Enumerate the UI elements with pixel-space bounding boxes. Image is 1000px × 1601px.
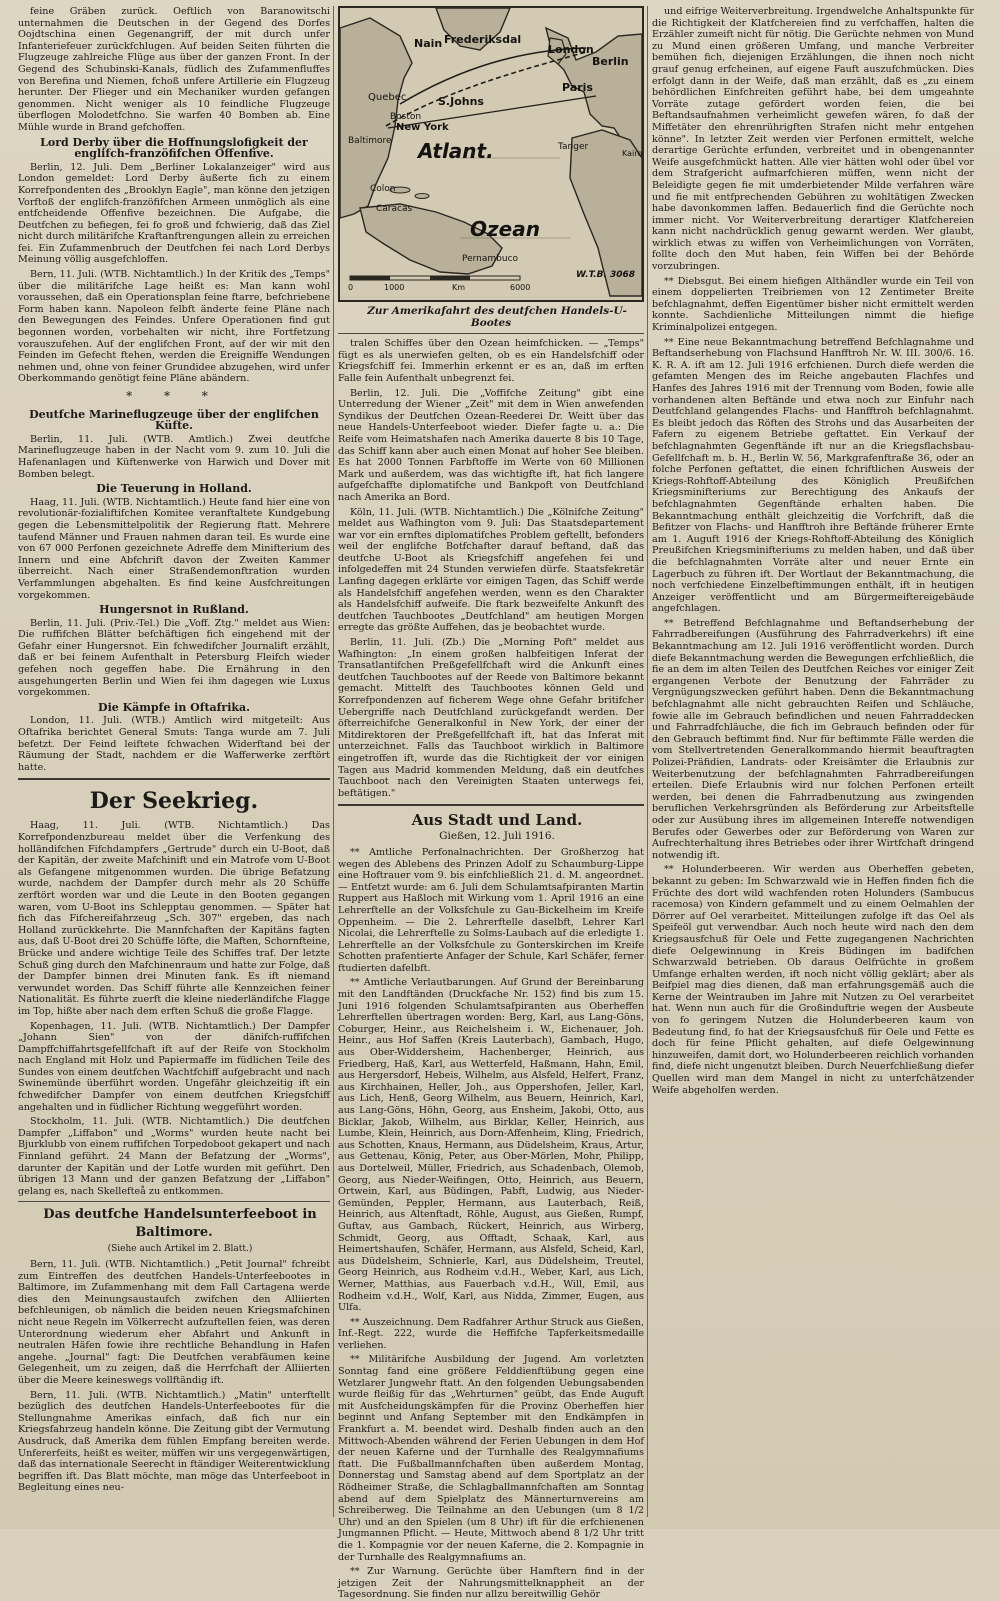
headline-marine: Deutfche Marineflugzeuge über der englifchen Küfte. [29,407,319,433]
scale-label: 6000 [510,283,531,292]
map-label: Baltimore [348,136,392,146]
subheadline: (Siehe auch Artikel im 2. Blatt.) [107,1244,253,1255]
article-paragraph: ** Betreffend Befchlagnahme und Beftandserhebung der Fahrradbereifungen (Ausführung des Fahrradverkehrs) ift eine Bekanntmachung am 12. Juli 1916 veröffentlicht worden. Durch diefe Bekanntmachung werden die Bewegungen erfchließlich, die fie an dem im alten Teilen des Deutfchen Reiches vor einiger Zeit ergangenen Verbote der Benutzung der Fahrräder zu Vergnügungszwecken geführt haben. Denn die Bekanntmachung befchlagnahmt alle nicht gebrauchten Reifen und Schläuche, fowie alle im Gebrauch befindlichen und neuen Fahrraddecken und Fahrradfchläuche, die fich im Gebrauch befinden oder für den Gebrauch beftimmt find. Nur für beftimmte Fälle werden die vom Stellvertretenden Generalkommando hiermit beauftragten Polizei-Präfidien, Landrats- oder Kreisämter die Erlaubnis zur Weiterbenutzung der befchlagnahmten Fahrradbereifungen erteilen. Diefe Erlaubnis wird nur folchen Perfonen erteilt werden, bei denen die Fahrradbenutzung aus zwingenden beruflichen Verkehrsgründen als Beförderung zur Arbeitsftelle oder zur Ausübung ihres im allgemeinen Intereffe notwendigen Berufes oder Gewerbes oder zur Beförderung von Waren zur Aufrechterhaltung ihres Betriebes oder ihrer Wirtfchaft dringend notwendig ift. [652,617,974,861]
map-label: Caracas [376,204,413,214]
article-paragraph: tralen Schiffes über den Ozean heimfchicken. — „Temps" fügt es als unerwiefen gelten, ob es ein Handelsfchiff oder Kriegsfchiff fei. Immerhin erkennt er es an, daß im erften Falle fein Aufenthalt unbegrenzt fei. [338,338,644,384]
atlantic-map [338,6,644,302]
article-paragraph: Haag, 11. Juli. (WTB. Nichtamtlich.) Heute fand hier eine von revolutionär-fozialiftifchen Komitee veranftaltete Kundgebung gegen die Lebensmittelpolitik der Regierung ftatt. Mehrere taufend Männer und Frauen nahmen daran teil. Es wurde eine von 67 000 Perfonen gezeichnete Adreffe dem Minifterium des Innern und eine Abfchrift davon der Zweiten Kammer überreicht. Nach einer Straßendemonftration wurden Verfammlungen abgehalten. Es find keine Ausfchreitungen vorgekommen. [18,496,330,601]
article-paragraph: Bern, 11. Juli. (WTB. Nichtamtlich.) „Petit Journal" fchreibt zum Eintreffen des deutfchen Handels-Unterfeebootes in Baltimore, im Zufammenhang mit dem Fall Cartagena werde dies den Meinungsaustaufch zwifchen den Alliierten befchleunigen, ob nämlich die beiden neuen Kriegsmafchinen nicht neue Regeln im Völkerrecht aufzuftellen feien, was deren Unterordnung wiederum eher Abfahrt und Ankunft in neutralen Häfen fowie ihre rechtliche Behandlung in Hafen angehe. „Journal" fagt: Die Deutfchen verabfäumen keine Gelegenheit, um zu zeigen, daß die Herrfchaft der Alliierten über die Meere keineswegs vollftändig ift. [18,1259,330,1386]
article-paragraph: Köln, 11. Juli. (WTB. Nichtamtlich.) Die „Kölnifche Zeitung" meldet aus Wafhington vom 9. Juli: Das Staatsdepartement war vor ein ernftes diplomatifches Problem geftellt, befonders weil der englifche Botfchafter darauf beftand, daß das deutfche U-Boot als Kriegsfchiff angefehen fei und infolgedeffen mit 24 Stunden verwiefen dürfe. Staatsfekretär Lanfing dagegen erklärte vor einigen Tagen, das Schiff werde als Handelsfchiff angefehen werden, wenn es den Charakter als Handelsfchiff aufweife. Die ftark bezweifelte Ankunft des deutfchen Tauchbootes „Deutfchland" am heutigen Morgen erregte das größte Auffehen, das je beobachtet wurde. [338,506,644,634]
article-paragraph: ** Zur Warnung. Gerüchte über Hamftern find in der jetzigen Zeit der Nahrungsmittelknappheit an der Tagesordnung. Sie finden nur allzu bereitwillig Gehör [338,1566,644,1601]
article-paragraph: Bern, 11. Juli. (WTB. Nichtamtlich.) „Matin" unterftellt bezüglich des deutfchen Handels-Unterfeebootes für die Stellungnahme Amerikas einfach, daß fich nur ein Kriegsfahrzeug handeln könne. Die Zeitung gibt der Vermutung Ausdruck, daß Amerika dem fühlen Empfang bereiten werde. Unfererfeits, heißt es weiter, müffen wir uns vergegenwärtigen, daß das internationale Seerecht in ftändiger Weiterentwicklung begriffen ift. Das Blatt möchte, man möge das Unterfeeboot in Begleitung eines neu- [18,1389,330,1494]
divider [338,333,644,334]
article-paragraph: Berlin, 12. Juli. Dem „Berliner Lokalanzeiger" wird aus London gemeldet: Lord Derby äußerte fich zu einem Korrefpondenten des „Brooklyn Eagle", man könne den jetzigen Vorftoß der englifch-franzöfifchen Armeen unmöglich als eine entfcheidende Offenfive bezeichnen. Die Aufgabe, die Deutfchen zu befiegen, fei fo groß und fchwierig, daß das Ziel nicht durch militärifche Kraftanftrengungen allein zu erreichen fei. Ein Zufammenbruch der Deutfchen fei nach Lord Derbys Meinung völlig ausgefchloffen. [18,161,330,266]
map-caption: Zur Amerikafahrt des deutfchen Handels-U-Bootes [367,305,627,329]
dateline: Gießen, 12. Juli 1916. [439,830,555,843]
map-label-ocean: Atlant. [418,139,494,163]
column-middle [338,6,644,1601]
scale-label: 1000 [384,283,405,292]
article-paragraph: London, 11. Juli. (WTB.) Amtlich wird mitgeteilt: Aus Oftafrika berichtet General Smuts: Tanga wurde am 7. Juli befetzt. Der Feind leiftete fchwachen Widerftand bei der Räumung der Stadt, nachdem er die Wafferwerke zerftört hatte. [18,715,330,773]
article-paragraph: Berlin, 11. Juli. (WTB. Amtlich.) Zwei deutfche Marineflugzeuge haben in der Nacht vom 9. zum 10. Juli die Hafenanlagen und Küftenwerke von Harwich und Dover mit Bomben belegt. [18,433,330,480]
divider [18,1201,330,1202]
article-paragraph: ** Diebsgut. Bei einem hiefigen Althändler wurde ein Teil von einem doppelierten Treibriemen von 12 Zentimeter Breite befchlagnahmt, deffen Eigentümer bisher nicht ermittelt werden konnte. Sachdienliche Mitteilungen nimmt die hiefige Kriminalpolizei entgegen. [652,275,974,334]
headline-hunger: Hungersnot in Rußland. [99,603,249,617]
map-credit: W.T.B. 3068 [576,270,636,280]
map-label: Quebec [368,92,407,103]
headline-holland: Die Teuerung in Holland. [96,482,252,496]
article-paragraph: Berlin, 11. Juli. (Zb.) Die „Morning Poft" meldet aus Wafhington: „In einem großen halbfeitigen Inferat der Transatlantifchen Preßgefellfchaft wird die Ankunft eines deutfchen Tauchbootes auf der Reede von Baltimore bekannt gemacht. Mittelft des Tauchbootes können Geld und Korrefpondenzen auf ficherem Wege ohne Gefahr britifcher Uebergriffe nach Deutfchland zurückgefandt werden. Der öfterreichifche Generalkonful in New York, der einer der Mitdirektoren der Preßgefellfchaft ift, hat das Inferat mit unterzeichnet. Falls das Tauchboot wirklich in Baltimore eingetroffen ift, wurde das die Richtigkeit der vor einigen Tagen aus Madrid kommenden Meldung, daß ein deutfches Tauchboot nach den Vereinigten Staaten unterwegs fei, beftätigen." [338,637,644,799]
headline-stadt-land: Aus Stadt und Land. [411,811,583,830]
headline-handels-uboot: Das deutfche Handelsunterfeeboot in Baltimore. [43,1207,317,1241]
divider [18,778,330,780]
map-label: Frederiksdal [444,33,522,46]
scale-label: Km [452,283,466,292]
map-label: Kairo [622,149,643,158]
column-rule [333,6,334,1517]
divider [338,804,644,806]
map-label: Paris [562,81,593,94]
article-paragraph: ** Eine neue Bekanntmachung betreffend Befchlagnahme und Beftandserhebung von Flachsund Hanfftroh Nr. W. III. 300/6. 16. K. R. A. ift am 12. Juli 1916 erfchienen. Durch diefe werden die gefamten Mengen des im Reiche angebauten Flachfes und Hanfes des Jahres 1916 mit der Trennung vom Boden, fowie alle vorhandenen alten Beftände und etwa noch zur Einfuhr nach Deutfchland gelangendes Flachs- und Hanfftroh befchlagnahmt. Es bleibt jedoch das Röften des Strohs und das Ausarbeiten der Fafern zu eigenem Betriebe geftattet. Ein Verkauf der befchlagnahmten Gegenftände ift nur an die Kriegsflachsbau-Gefellfchaft m. b. H., Berlin W. 56, Markgrafenftraße 36, oder an folche Perfonen geftattet, die einen fchriftlichen Ausweis der Kriegs-Rohftoff-Abteilung des Königlich Preußifchen Kriegsminifteriums zur Berechtigung des Ankaufs der befchlagnahmten Gegenftände erhalten haben. Die Bekanntmachung enthält gleichzeitig die Vorfchrift, daß die Befitzer von Flachs- und Hanfftroh ihre Beftände früherer Ernte am 1. Auguft 1916 der Kriegs-Rohftoff-Abteilung des Königlich Preußifchen Kriegsminifteriums zu melden haben, und daß über die befchlagnahmten Vorräte alter und neuer Ernte ein Lagerbuch zu führen ift. Der Wortlaut der Bekanntmachung, die noch verfchiedene Einzelbeftimmungen enthält, ift in heutigen Anzeiger veröffentlicht und am Bürgermeiftereigebäude angefchlagen. [652,336,974,615]
article-paragraph: Bern, 11. Juli. (WTB. Nichtamtlich.) In der Kritik des „Temps" über die militärifche Lage heißt es: Man kann wohl voraussehen, daß ein Operationsplan feine ftarre, befchriebene Form haben kann. Napoleon felbft änderte feine Pläne nach den Bewegungen des Feindes. Unfere Operationen find gut begonnen worden, vorbehalten wir nicht, ihre Fortfetzung vorauszufehen. Auf der englifchen Front, auf der wir mit den Feinden im Gefecht ftehen, werden die Ereigniffe Wendungen nehmen und, ohne von feiner Grundidee abzugehen, wird unfer Oberkommando genötigt feine Pläne abändern. [18,269,330,385]
headline-derby: Lord Derby über die Hoffnungslofigkeit der englifch-franzöfifchen Offenfive. [40,135,308,161]
map-label: Colon [370,184,396,194]
map-label: London [548,43,594,56]
column-left [18,6,330,1519]
article-paragraph: ** Amtliche Verlautbarungen. Auf Grund der Bereinbarung mit den Landftänden (Druckfache Nr. 152) find bis zum 15. Juni 1916 folgenden Schulamtsafpiranten aus Oberheffen Lehrerftellen übertragen worden: Berg, Karl, aus Lang-Göns, Coburger, Heinr., aus Reichelsheim i. W., Eichenauer, Joh. Heinr., aus Hof Saffen (Kreis Lauterbach), Gambach, Hugo, aus Ober-Widdersheim, Hachenberger, Heinrich, aus Friedberg, Haß, Karl, aus Wetterfeld, Haßmann, Hahn, Emil, aus Hergersdorf, Hebeis, Wilhelm, aus Alsfeld, Helfert, Franz, aus Kirchhainen, Heller, Joh., aus Oppershofen, Jeller, Karl, aus Lich, Henß, Georg Wilhelm, aus Beuern, Heinrich, Karl, aus Lang-Göns, Höhn, Georg, aus Ensheim, Jakobi, Otto, aus Bicklar, Jakob, Wilhelm, aus Birklar, Keller, Heinrich, aus Lumbe, Klein, Heinrich, aus Dorn-Affenheim, Kling, Friedrich, aus Schotten, Knaus, Hermann, aus Düdelsheim, Kraus, Artur, aus Gettenau, König, Peter, aus Ober-Mörlen, Mohr, Philipp, aus Dortelweil, Müller, Friedrich, aus Schadenbach, Olemob, Georg, aus Nieder-Weifingen, Otto, Heinrich, aus Beuern, Ortwein, Karl, aus Büdingen, Pabft, Ludwig, aus Nieder-Gemünden, Peppler, Hermann, aus Lauterbach, Reiß, Heinrich, aus Altenftadt, Röhle, August, aus Gießen, Rumpf, Guftav, aus Gambach, Rückert, Heinrich, aus Wirberg, Schmidt, Georg, aus Offtadt, Schaak, Karl, aus Heimertshaufen, Schäfer, Hermann, aus Alsfeld, Scheid, Karl, aus Düdelsheim, Schnierle, Karl, aus Düdelsheim, Treutel, Georg Heinrich, aus Rodheim v.d.H., Weber, Karl, aus Lich, Werner, Matthias, aus Fauerbach v.d.H., Will, Emil, aus Rodheim v.d.H., Wolf, Karl, aus Nidda, Zimmer, Eugen, aus Ulfa. [338,977,644,1314]
scale-label: 0 [348,283,354,292]
headline-seekrieg: Der Seekrieg. [89,788,259,815]
article-paragraph: ** Amtliche Perfonalnachrichten. Der Großherzog hat wegen des Ablebens des Prinzen Adolf zu Schaumburg-Lippe eine Hoftrauer vom 9. bis einfchließlich 21. d. M. angeordnet. — Entfetzt wurde: am 6. Juli dem Schulamtsafpiranten Martin Ruppert aus Haßloch mit Wirkung vom 1. April 1916 an eine Lehrerftelle an der Volksfchule zu Gau-Bickelheim im Kreife Oppenheim. — Die 2. Lehrerftelle daselbft, Lehrer Karl Nicolai, die Lehrerftelle zu Solms-Laubach auf die erledigte 1. Lehrerftelle an der Volksfchule zu Gonterskirchen im Kreife Schotten prafentierte Anfager der Schule, Karl Schäfer, ferner ftudierten dafelbft. [338,846,644,974]
article-paragraph: ** Holunderbeeren. Wir werden aus Oberheffen gebeten, bekannt zu geben: Im Schwarzwald wie in Heffen finden fich die Früchte des dort wild wachfenden roten Holunders (Sambucus racemosa) von Kindern gefammelt und zu einem Oelmahlen der Dörrer auf Oel verarbeitet. Mitteilungen zufolge ift das Oel als Speifeöl gut verwendbar. Auch noch heute wird nach den dem Kriegsausfchuß für Oele und Fette zugegangenen Nachrichten diefe Oelgewinnung in Kreis Büdingen im badifchen Schwarzwald betrieben. Ob daraus Oelfrüchte in großem Umfange erhalten werden, ift noch nicht völlig geklärt; aber als Beifpiel mag dies dienen, daß man erfahrungsgemäß auch die Kerne der Weintrauben im Jahre mit Nutzen zu Oel verarbeitet hat. Wenn nun auch für die Großinduftrie wegen der Ausbeute von fo geringem Nutzen die Holunderbeeren kaum von Bedeutung find, fo hat der Kriegsausfchuß für Oele und Fette es doch für feine Pflicht gehalten, auf diefe Oelgewinnung hinzuweifen, damit dort, wo Holunderbeeren reichlich vorhanden find, diefe nicht ungenutzt bleiben. Durch Neuerfchließung diefer Quellen wird man dem Mangel in nicht zu unterfchätzender Weife abgeholfen werden. [652,864,974,1096]
map-label: Boston [390,112,422,122]
article-paragraph: feine Gräben zurück. Oeftlich von Baranowitschi unternahmen die Deutschen in der Gegend des Dorfes Oojdtschina einen Gegenangriff, der mit durch unfer Infanteriefeuer zurückfchlugen. Auf beiden Seiten führten die Flugzeuge zahlreiche Flüge aus über der ganzen Front. In der Gegend des Schubinski-Kanals, füdlich des Zufammenfluffes von Berefina und Niemen, fchoß unfere Artillerie ein Flugzeug herunter. Der Flieger und ein Mechaniker wurden gefangen genommen. Nicht weniger als 10 feindliche Flugzeuge überflogen Molodetfchno. Sie warfen 40 Bomben ab. Eine Mühle wurde in Brand gefchoffen. [18,6,330,133]
map-label: Pernambuco [462,254,519,264]
article-paragraph: Stockholm, 11. Juli. (WTB. Nichtamtlich.) Die deutfchen Dampfer „Liffabon" und „Worms" wurden heute nacht bei Bjurklubb von einem ruffifchen Torpedoboot gekapert und nach Finnland geführt. 24 Mann der Befatzung der „Worms", darunter der Kapitän und der Lotfe wurden mit geführt. Den übrigen 13 Mann und der ganzen Befatzung der „Liffabon" gelang es, nach Skellefteå zu entkommen. [18,1116,330,1197]
map-label: Tanger [558,142,589,152]
column-rule [647,6,648,1517]
map-label: Berlin [592,55,629,68]
map-label: New York [396,122,449,133]
article-paragraph: ** Militärifche Ausbildung der Jugend. Am vorletzten Sonntag fand eine größere Felddienftübung gegen eine Wetzlarer Jungwehr ftatt. An den folgenden Uebungsabenden wurde fleißig für das „Wehrturnen" geübt, das Ende Auguft mit Ausfcheidungskämpfen für die Provinz Oberheffen hier beginnt und Anfang September mit den Endkämpfen in Frankfurt a. M. beendet wird. Deshalb finden auch an den Mittwoch-Abenden während der Ferien Uebungen in dem Hof der neuen Kaferne und der Turnhalle des Realgymnafiums ftatt. Die Fußballmannfchaften üben außerdem Montag, Donnerstag und Samstag abend auf dem Sportplatz an der Rödheimer Straße, die Schlagballmannfchaften am Sonntag abend auf dem Spielplatz des Männerturnvereins am Schreiberweg. Die Teilnahme an den Uebungen (um 8 1/2 Uhr) und an den Spielen (um 8 Uhr) ift für die erfchienenen Jungmannen Pflicht. — Heute, Mittwoch abend 8 1/2 Uhr tritt die 1. Kompagnie vor der neuen Kaferne, die 2. Kompagnie in der Turnhalle des Realgymnafiums an. [338,1354,644,1563]
map-label: S.Johns [438,95,484,108]
article-paragraph: Haag, 11. Juli. (WTB. Nichtamtlich.) Das Korrefpondenzbureau meldet über die Verfenkung des holländifchen Fifchdampfers „Gertrude" durch ein U-Boot, daß der Kapitän, der zweite Mafchinift und ein Matrofe vom U-Boot als Gefangene mitgenommen wurden. Die übrige Befatzung wurde, nachdem der Dampfer durch mehr als 20 Schüffe zerftört worden war und die Leute in den Booten gegangen waren, vom U-Boot ins Schlepptau genommen. — Später hat fich das Fifchereifahrzeug „Sch. 307" ergeben, das nach Holland zurückkehrte. Die Mannfchaften der Kapitäns fagten aus, daß U-Boot drei 20 Schüffe löfte, die Maften, Schornfteine, Brücke und andere wichtige Teile des Schiffes traf. Der letzte Schuß ging durch den Mafchinenraum und hatte zur Folge, daß der Dampfer binnen drei Minuten fank. Es ift niemand verwundet worden. Das Schiff führte alle Kennzeichen feiner Nationalität. Es führte zuerft die kleine niederländifche Flagge im Top, hißte aber nach dem erften Schuß die große Flagge. [18,820,330,1017]
article-paragraph: Berlin, 12. Juli. Die „Voffifche Zeitung" gibt eine Unterredung der Wiener „Zeit" mit dem in Wien anwefenden Syndikus der Deutfchen Ozean-Reederei Dr. Weitt über das neue Handels-Unterfeeboot wieder. Diefer fagte u. a.: Die Reife vom Heimatshafen nach Amerika dauerte 8 bis 10 Tage, das Schiff kann aber auch einen Monat auf hoher See bleiben. Es hat 2000 Tonnen Farbftoffe im Werte von 60 Millionen Mark und außerdem, was das wichtigfte ift, hat fich langere aufgefchaffte diplomatifche und Bankpoft von Deutfchland nach Amerika an Bord. [338,387,644,503]
article-paragraph: Kopenhagen, 11. Juli. (WTB. Nichtamtlich.) Der Dampfer „Johann Sien" von der dänifch-ruffifchen Dampffchiffahrtsgefellfchaft ift auf der Reife von Stockholm nach England mit Holz und Papiermaffe im füdlichen Teile des Sundes von einem deutfchen Wachtfchiff aufgebracht und nach Swinemünde überführt worden. Ungefähr gleichzeitig ift ein fchwedifcher Dampfer von einem deutfchen Kriegsfchiff angehalten und in füdlicher Richtung weggeführt worden. [18,1020,330,1113]
map-label-ocean: Ozean [470,217,540,241]
section-divider-stars: * * * [126,389,222,403]
article-paragraph: ** Auszeichnung. Dem Radfahrer Arthur Struck aus Gießen, Inf.-Regt. 222, wurde die Heffifche Tapferkeitsmedaille verliehen. [338,1316,644,1351]
headline-ostafrika: Die Kämpfe in Oftafrika. [98,700,250,714]
article-paragraph: und eifrige Weiterverbreitung. Irgendwelche Anhaltspunkte für die Richtigkeit der Klatfchereien find zu verfchaffen, halten die Erzähler zumeift nicht für nötig. Die Gerüchte nehmen von Mund zu Mund einen größeren Umfang, und manche Verbreiter bemühen fich, diejenigen Erzählungen, die ihnen noch nicht grauf genug erfcheinen, auf eigene Fauft auszufchmücken. Dies erfolgt dann in der Weife, daß man erzählt, daß es „zu einem behördlichen Einfchreiten geführt habe, bei dem umgeahnte Vorräte zutage gefördert worden feien, die bei Beftandsaufnahmen verheimlicht gewefen wären, fo daß der Miffetäter den ehrenrührigften Strafen nicht mehr entgehen könne". In letzter Zeit werden vier Perfonen ermittelt, welche derartige Gerüchte erfunden, verbreitet und in obengenannter Weife ausgefchmückt hatten. Alle vier hätten wohl oder übel vor dem Strafgericht aufmarfchieren müffen, wenn nicht der Beleidigte gegen fie mit umderbietender Milde verfahren wäre und fie mit entfprechenden Gebühren zu wohltätigen Zwecken habe davonkommen laffen. Bedauerlich find die Gerüchte noch immer nicht. Vor Weiterverbreitung derartiger Klatfchereien kann nicht nachdrücklich genug gewarnt werden. Wer glaubt, wirklich etwas zu wiffen von Verheimlichungen von Vorräten, follte doch den Mut haben, fein Wiffen bei der Behörde vorzubringen. [652,6,974,273]
map-label: Nain [414,37,443,50]
column-right [652,6,974,1519]
article-paragraph: Berlin, 11. Juli. (Priv.-Tel.) Die „Voff. Ztg." meldet aus Wien: Die ruffifchen Blätter befchäftigen fich eingehend mit der Gefahr einer Hungersnot. Ein fchwedifcher Journalift erzählt, daß er bei feinem Aufenthalt in Petersburg Fleifch wieder gefehen noch gegeffen habe. Die Ernährung in den ausgehungerten Berlin und Wien fei ihm dagegen wie Luxus vorgekommen. [18,617,330,699]
